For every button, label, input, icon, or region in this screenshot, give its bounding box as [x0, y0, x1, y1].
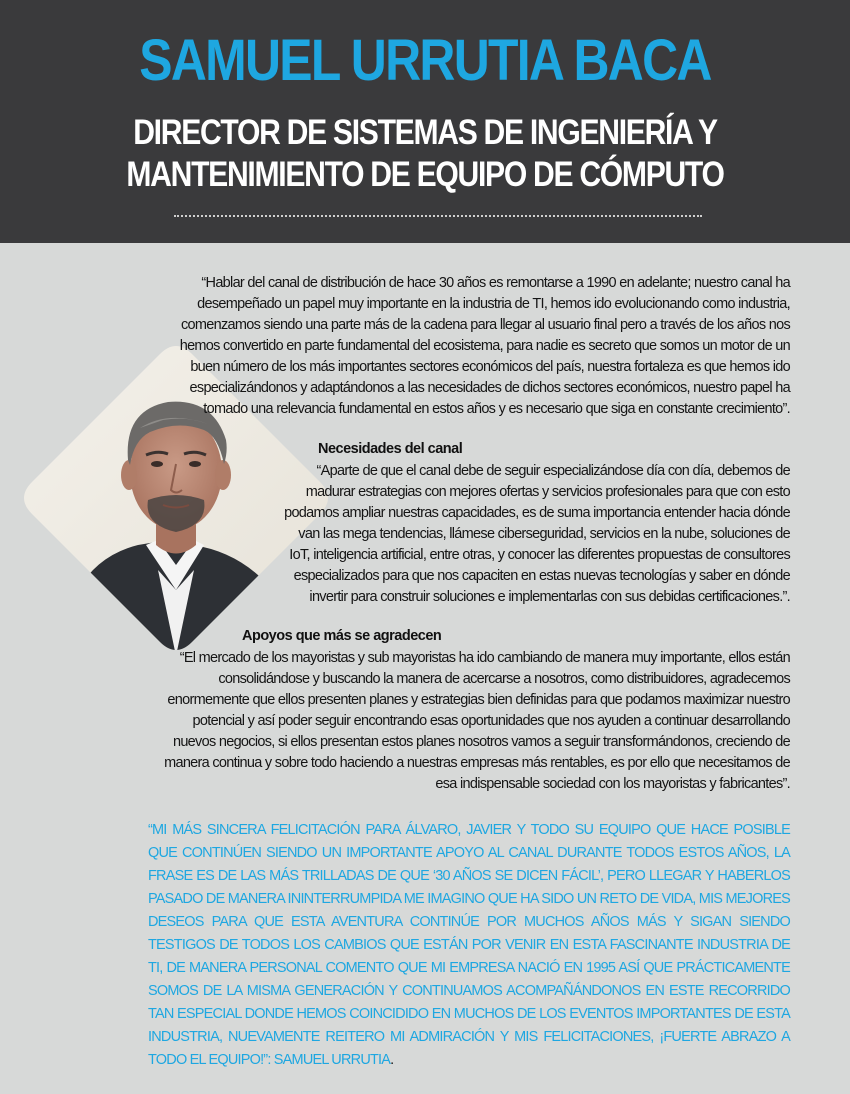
needs-paragraph: “Aparte de que el canal debe de seguir especializándose día con día, debemos de madurar estrategias con mejores ofertas y servicios profesionales para que con esto podamos ampliar nuestras capacidades, es de suma importancia entender hacia dónde van las mega tendencias, llámese ciberseguridad, servicios en la nube, soluciones de IoT, inteligencia artificial, entre otras, y conocer las diferentes propuestas de consultores especializados para que nos capaciten en estas nuevas tecnologías y saber en dónde invertir para construir soluciones e implementarlas con sus debidas certificaciones.”.	[284, 463, 790, 605]
closing-quote	[148, 819, 790, 1072]
closing-quote-text: “MI MÁS SINCERA FELICITACIÓN PARA ÁLVARO, JAVIER Y TODO SU EQUIPO QUE HACE POSIBLE QUE CONTINÚEN SIENDO UN IMPORTANTE APOYO AL CANAL DURANTE TODOS ESTOS AÑOS, LA FRASE ES DE LAS MÁS TRILLADAS DE QUE ‘30 AÑOS SE DICEN FÁCIL’, PERO LLEGAR Y HABERLOS PASADO DE MANERA ININTERRUMPIDA ME IMAGINO QUE HA SIDO UN RETO DE VIDA, MIS MEJORES DESEOS PARA QUE ESTA AVENTURA CONTINÚE POR MUCHOS AÑOS MÁS Y SIGAN SIENDO TESTIGOS DE TODOS LOS CAMBIOS QUE ESTÁN POR VENIR EN ESTA FASCINANTE INDUSTRIA DE TI, DE MANERA PERSONAL COMENTO QUE MI EMPRESA NACIÓ EN 1995 ASÍ QUE PRÁCTICAMENTE SOMOS DE LA MISMA GENERACIÓN Y CONTINUAMOS ACOMPAÑÁNDONOS EN ESTE RECORRIDO TAN ESPECIAL DONDE HEMOS COINCIDIDO EN MUCHOS DE LOS EVENTOS IMPORTANTES DE ESTA INDUSTRIA, NUEVAMENTE REITERO MI ADMIRACIÓN Y MIS FELICITACIONES, ¡FUERTE ABRAZO A TODO EL EQUIPO!”: SAMUEL URRUTIA	[148, 822, 790, 1068]
support-paragraph: “El mercado de los mayoristas y sub mayoristas ha ido cambiando de manera muy importante, ellos están consolidándose y buscando la manera de acercarse a nosotros, como distribuidores, agradecemos enormemente que ellos presenten planes y estrategias bien definidas para que podamos maximizar nuestro potencial y así poder seguir encontrando esas oportunidades que nos ayuden a continuar desarrollando nuevos negocios, si ellos presentan estos planes nosotros vamos a seguir transformándonos, creciendo de manera continua y sobre todo haciendo a nuestras empresas más rentables, es por ello que necesitamos de esa indispensable sociedad con los mayoristas y fabricantes”.	[164, 650, 790, 792]
intro-paragraph: “Hablar del canal de distribución de hace 30 años es remontarse a 1990 en adelante; nuestro canal ha desempeñado un papel muy importante en la industria de TI, hemos ido evolucionando como industria, comenzamos siendo una parte más de la cadena para llegar al usuario final pero a través de los años nos hemos convertido en parte fundamental del ecosistema, para nadie es secreto que somos un motor de un buen número de los más importantes sectores económicos del país, nuestra fortaleza es que hemos ido especializándonos y adaptándonos a las necesidades de dichos sectores económicos, nuestro papel ha tomado una relevancia fundamental en estos años y es necesario que siga en constante crecimiento”.	[179, 275, 790, 417]
header-band	[0, 0, 850, 243]
section-heading-needs: Necesidades del canal	[318, 441, 463, 457]
section-heading-support: Apoyos que más se agradecen	[242, 628, 442, 644]
role-title-line-2: MANTENIMIENTO DE EQUIPO DE CÓMPUTO	[126, 155, 724, 194]
role-title-line-1: DIRECTOR DE SISTEMAS DE INGENIERÍA Y	[133, 113, 717, 152]
closing-quote-end-mark: .	[390, 1052, 394, 1068]
dotted-divider	[174, 215, 702, 217]
role-title	[60, 112, 791, 196]
person-name: SAMUEL URRUTIA BACA	[139, 28, 711, 93]
